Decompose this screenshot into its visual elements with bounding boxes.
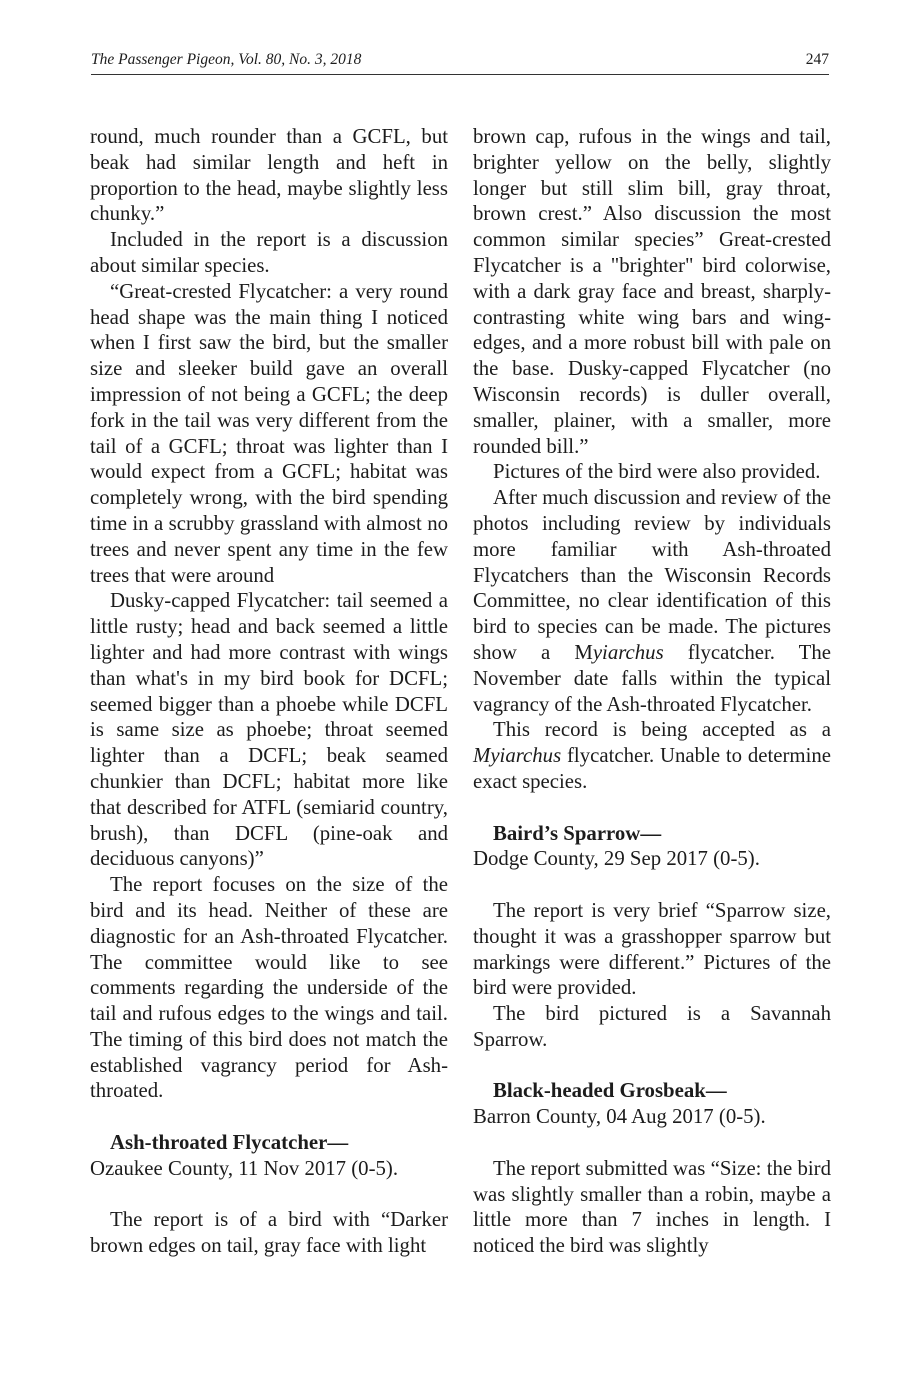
paragraph: The report is of a bird with “Darker brown edges on tail, gray face with light [90,1208,448,1258]
paragraph: The report focuses on the size of the bird and its head. Neither of these are diagnostic for an Ash-throated Flycatcher. The committee would like to see comments regarding the underside of the tail and rufous edges to the wings and tail. The timing of this bird does not match the established vagrancy period for Ash-throated. [90,873,448,1103]
record-location: Dodge County, 29 Sep 2017 (0-5). [473,847,760,871]
paragraph: The bird pictured is a Savannah Sparrow. [473,1002,831,1051]
paragraph: round, much rounder than a GCFL, but beak had similar length and heft in proportion to the head, maybe slightly less chunky.” [90,125,448,226]
paragraph: Included in the report is a discussion about similar species. [90,228,448,277]
record-location: Ozaukee County, 11 Nov 2017 (0-5). [90,1156,399,1180]
paragraph: Dusky-capped Flycatcher: tail seemed a little rusty; head and back seemed a little lighter and had more contrast with wings than what's in my bird book for DCFL; seemed bigger than a phoebe while DCFL is same size as phoebe; throat seemed lighter than a DCFL; beak seamed chunkier than DCFL; habitat more like that described for ATFL (semiarid country, brush), than DCFL (pine-oak and deciduous canyons)” [90,589,448,871]
paragraph: The report is very brief “Sparrow size, thought it was a grasshopper sparrow but markings were different.” Pictures of the bird were provided. [473,898,831,1000]
paragraph: The report submitted was “Size: the bird was slightly smaller than a robin, maybe a little more than 7 inches in length. I noticed the bird was slightly [473,1156,831,1258]
species-heading-bairds-sparrow: Baird’s Sparrow— [493,821,662,845]
paragraph: Pictures of the bird were also provided. [493,460,821,484]
journal-title: The Passenger Pigeon, Vol. 80, No. 3, 2018 [91,51,362,68]
page-number: 247 [805,51,829,68]
paragraph: “Great-crested Flycatcher: a very round head shape was the main thing I noticed when I first saw the bird, but the smaller size and sleeker build gave an overall impression of not being a GCFL; the deep fork in the tail was very different from the tail of a GCFL; throat was lighter than I would expect from a GCFL; habitat was completely wrong, with the bird spending time in a scrubby grassland with almost no trees and never spent any time in the few trees that were around [90,279,448,587]
right-column [473,124,831,1259]
paragraph: After much discussion and review of the photos including review by individuals more familiar with Ash-throated Flycatchers than the Wisconsin Records Committee, no clear identification of this bird to species can be made. The pictures show a Myiarchus flycatcher. The November date falls within the typical vagrancy of the Ash-throated Flycatcher. [473,486,831,716]
record-location: Barron County, 04 Aug 2017 (0-5). [473,1105,766,1129]
running-header [91,48,829,75]
left-column [90,124,448,1259]
paragraph: brown cap, rufous in the wings and tail, brighter yellow on the belly, slightly longer but still slim bill, gray throat, brown crest.” Also discussion the most common similar species” Great-crested Flycatcher is a "brighter" bird colorwise, with a dark gray face and breast, sharply-contrasting white wing bars and wing-edges, and a more robust bill with pale on the base. Dusky-capped Flycatcher (no Wisconsin records) is duller overall, smaller, plainer, with a smaller, more rounded bill.” [473,125,831,458]
species-heading-black-headed-grosbeak: Black-headed Grosbeak— [493,1079,727,1103]
species-heading-ash-throated: Ash-throated Flycatcher— [110,1131,349,1155]
paragraph: This record is being accepted as a Myiarchus flycatcher. Unable to determine exact species. [473,718,831,793]
